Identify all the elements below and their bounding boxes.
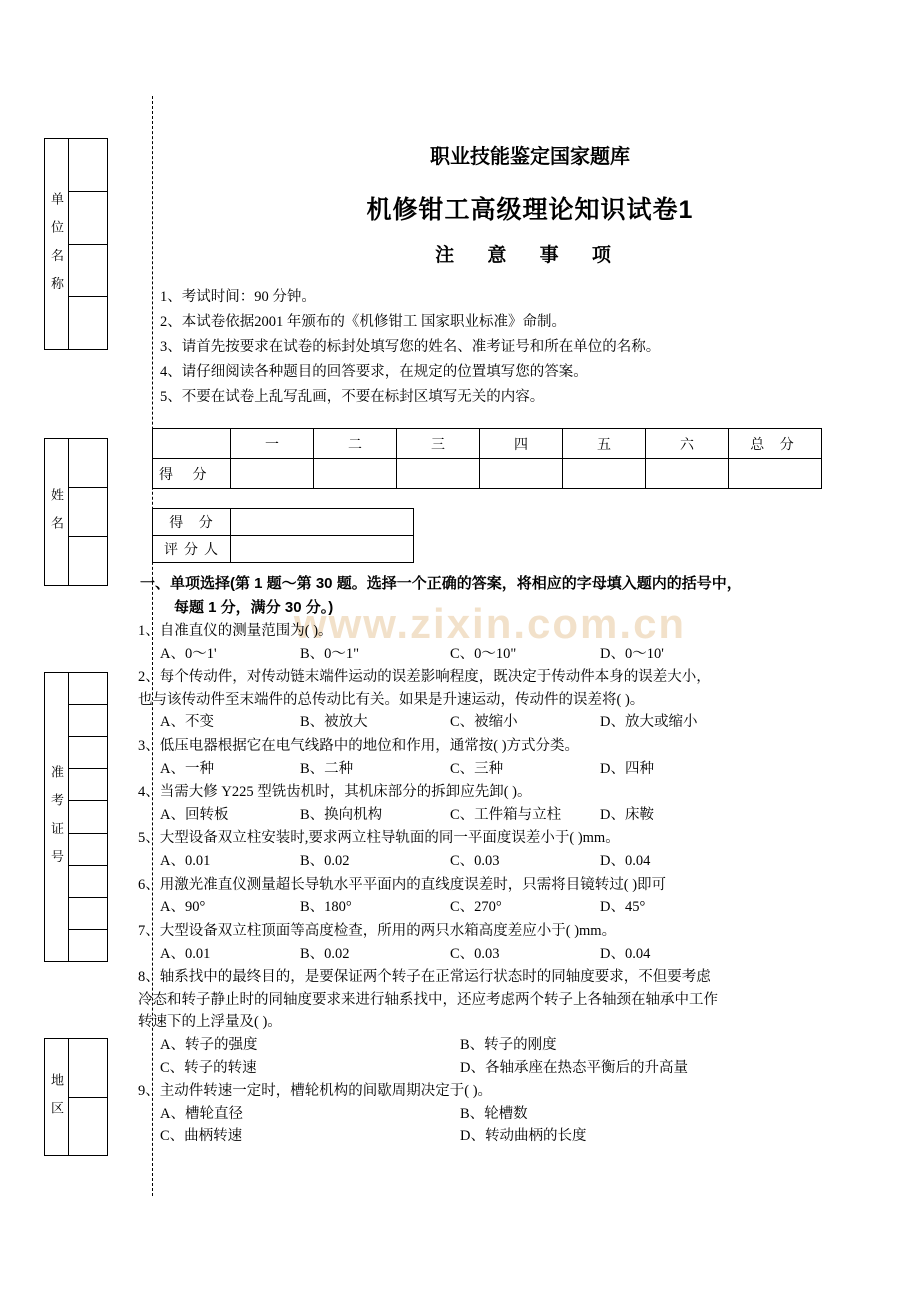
option-b[interactable]: B、180° bbox=[300, 899, 352, 916]
side-box-exam-number-label: 准 考 证 号 bbox=[45, 673, 69, 961]
option-b[interactable]: B、转子的刚度 bbox=[460, 1036, 557, 1053]
option-c[interactable]: C、转子的转速 bbox=[160, 1059, 257, 1076]
cell[interactable] bbox=[69, 930, 107, 961]
question-stem-cont: 冷态和转子静止时的同轴度要求来进行轴系找中，还应考虑两个转子上各轴颈在轴承中工作 bbox=[138, 991, 718, 1008]
score-cell[interactable] bbox=[563, 459, 646, 489]
question-item bbox=[138, 1080, 920, 1148]
side-box-candidate-name bbox=[44, 438, 108, 586]
side-box-unit-name bbox=[44, 138, 108, 350]
side-box-region-cells[interactable] bbox=[69, 1039, 107, 1155]
option-b[interactable]: B、二种 bbox=[300, 760, 354, 777]
score-cell[interactable] bbox=[231, 459, 314, 489]
option-a[interactable]: A、0.01 bbox=[160, 945, 211, 962]
option-d[interactable]: D、四种 bbox=[600, 760, 654, 777]
option-c[interactable]: C、被缩小 bbox=[450, 714, 518, 731]
option-b[interactable]: B、换向机构 bbox=[300, 806, 383, 823]
question-item bbox=[138, 874, 920, 919]
cell[interactable] bbox=[69, 705, 107, 737]
option-a[interactable]: A、不变 bbox=[160, 714, 214, 731]
side-box-unit-name-cells[interactable] bbox=[69, 139, 107, 349]
side-box-exam-number-cells[interactable] bbox=[69, 673, 107, 961]
question-stem-cont: 也与该传动件至末端件的总传动比有关。如果是升速运动，传动件的误差将( )。 bbox=[138, 691, 645, 708]
option-a[interactable]: A、槽轮直径 bbox=[160, 1105, 243, 1122]
option-b[interactable]: B、0.02 bbox=[300, 853, 350, 870]
option-row bbox=[138, 758, 920, 781]
section-heading-line2: 每题 1 分，满分 30 分。) bbox=[174, 599, 334, 617]
notice-list bbox=[160, 285, 900, 410]
question-stem: 3、低压电器根据它在电气线路中的地位和作用，通常按( )方式分类。 bbox=[138, 738, 580, 755]
question-stem: 9、主动件转速一定时，槽轮机构的间歇周期决定于( )。 bbox=[138, 1083, 493, 1100]
option-row bbox=[138, 1103, 920, 1126]
option-d[interactable]: D、转动曲柄的长度 bbox=[460, 1128, 587, 1145]
organization-title: 职业技能鉴定国家题库 bbox=[430, 146, 630, 168]
cell[interactable] bbox=[69, 866, 107, 898]
side-box-unit-name-label: 单 位 名 称 bbox=[45, 139, 69, 349]
option-c[interactable]: C、270° bbox=[450, 899, 502, 916]
column-header: 六 bbox=[646, 429, 729, 459]
cell[interactable] bbox=[69, 245, 107, 298]
score-cell[interactable] bbox=[397, 459, 480, 489]
score-cell[interactable] bbox=[646, 459, 729, 489]
cell[interactable] bbox=[69, 801, 107, 833]
cell[interactable] bbox=[69, 297, 107, 349]
side-box-exam-number bbox=[44, 672, 108, 962]
option-d[interactable]: D、各轴承座在热态平衡后的升高量 bbox=[460, 1059, 688, 1076]
cell[interactable] bbox=[69, 769, 107, 801]
column-header: 五 bbox=[563, 429, 646, 459]
cell[interactable] bbox=[69, 673, 107, 705]
option-d[interactable]: D、0.04 bbox=[600, 945, 651, 962]
cell[interactable] bbox=[69, 1039, 107, 1098]
option-c[interactable]: C、0～10" bbox=[450, 645, 517, 662]
column-header: 四 bbox=[480, 429, 563, 459]
notice-item: 4、请仔细阅读各种题目的回答要求，在规定的位置填写您的答案。 bbox=[160, 363, 588, 380]
option-d[interactable]: D、0.04 bbox=[600, 853, 651, 870]
side-box-region-label: 地 区 bbox=[45, 1039, 69, 1155]
option-b[interactable]: B、被放大 bbox=[300, 714, 368, 731]
notice-title: 注 意 事 项 bbox=[435, 245, 625, 266]
option-d[interactable]: D、45° bbox=[600, 899, 646, 916]
option-a[interactable]: A、0～1' bbox=[160, 645, 217, 662]
side-box-region bbox=[44, 1038, 108, 1156]
cell[interactable] bbox=[69, 1098, 107, 1156]
score-cell-total[interactable] bbox=[729, 459, 822, 489]
option-a[interactable]: A、0.01 bbox=[160, 853, 211, 870]
question-item bbox=[138, 920, 920, 965]
cell[interactable] bbox=[69, 737, 107, 769]
grader-name-label: 评分人 bbox=[153, 536, 231, 563]
table-row bbox=[153, 536, 414, 563]
option-c[interactable]: C、曲柄转速 bbox=[160, 1128, 243, 1145]
notice-item: 5、不要在试卷上乱写乱画，不要在标封区填写无关的内容。 bbox=[160, 388, 545, 405]
option-row bbox=[138, 711, 920, 734]
score-cell[interactable] bbox=[314, 459, 397, 489]
option-row bbox=[138, 1057, 920, 1080]
score-cell[interactable] bbox=[480, 459, 563, 489]
option-a[interactable]: A、回转板 bbox=[160, 806, 229, 823]
option-c[interactable]: C、三种 bbox=[450, 760, 504, 777]
table-row bbox=[153, 429, 822, 459]
notice-item: 3、请首先按要求在试卷的标封处填写您的姓名、准考证号和所在单位的名称。 bbox=[160, 338, 661, 355]
option-c[interactable]: C、0.03 bbox=[450, 945, 500, 962]
cell[interactable] bbox=[69, 537, 107, 585]
option-d[interactable]: D、床鞍 bbox=[600, 806, 654, 823]
option-row bbox=[138, 850, 920, 873]
side-box-candidate-name-label: 姓 名 bbox=[45, 439, 69, 585]
option-row bbox=[138, 643, 920, 666]
section-heading-line1: 一、单项选择(第 1 题～第 30 题。选择一个正确的答案，将相应的字母填入题内的括号中， bbox=[140, 575, 742, 592]
cell[interactable] bbox=[69, 139, 107, 192]
cell[interactable] bbox=[69, 439, 107, 488]
option-row bbox=[138, 804, 920, 827]
question-stem: 8、轴系找中的最终目的，是要保证两个转子在正常运行状态时的同轴度要求，不但要考虑 bbox=[138, 969, 711, 986]
cell[interactable] bbox=[69, 488, 107, 537]
question-item bbox=[138, 827, 920, 872]
score-row-label: 得 分 bbox=[153, 459, 231, 489]
question-stem: 7、大型设备双立柱顶面等高度检查，所用的两只水箱高度差应小于( )mm。 bbox=[138, 922, 617, 939]
cell[interactable] bbox=[69, 898, 107, 930]
option-b[interactable]: B、轮槽数 bbox=[460, 1105, 528, 1122]
question-item bbox=[138, 620, 920, 665]
option-row bbox=[138, 943, 920, 966]
score-table-corner bbox=[153, 429, 231, 459]
score-summary-table bbox=[152, 428, 822, 489]
notice-item: 1、考试时间：90 分钟。 bbox=[160, 289, 316, 305]
cell[interactable] bbox=[69, 834, 107, 866]
column-header: 一 bbox=[231, 429, 314, 459]
option-a[interactable]: A、一种 bbox=[160, 760, 214, 777]
question-item bbox=[138, 966, 920, 1079]
grader-table bbox=[152, 508, 414, 563]
question-stem: 4、当需大修 Y225 型铣齿机时，其机床部分的拆卸应先卸( )。 bbox=[138, 784, 532, 801]
option-b[interactable]: B、0.02 bbox=[300, 945, 350, 962]
question-stem: 2、每个传动件，对传动链末端件运动的误差影响程度，既决定于传动件本身的误差大小， bbox=[138, 669, 711, 686]
question-stem: 5、大型设备双立柱安装时,要求两立柱导轨面的同一平面度误差小于( )mm。 bbox=[138, 830, 620, 847]
option-a[interactable]: A、转子的强度 bbox=[160, 1036, 258, 1053]
page-title: 机修钳工高级理论知识试卷1 bbox=[366, 196, 694, 224]
option-c[interactable]: C、工件箱与立柱 bbox=[450, 806, 562, 823]
option-row bbox=[138, 896, 920, 919]
option-row bbox=[138, 1034, 920, 1057]
option-row bbox=[138, 1125, 920, 1148]
question-stem: 1、自准直仪的测量范围为( )。 bbox=[138, 623, 333, 639]
notice-item: 2、本试卷依据2001 年颁布的《机修钳工 国家职业标准》命制。 bbox=[160, 313, 566, 330]
question-item bbox=[138, 666, 920, 734]
option-c[interactable]: C、0.03 bbox=[450, 853, 500, 870]
grader-score-value[interactable] bbox=[231, 509, 414, 536]
question-list bbox=[138, 620, 920, 1149]
table-row bbox=[153, 459, 822, 489]
grader-score-label: 得 分 bbox=[153, 509, 231, 536]
option-d[interactable]: D、0～10' bbox=[600, 645, 664, 662]
table-row bbox=[153, 509, 414, 536]
question-item bbox=[138, 781, 920, 826]
column-header: 二 bbox=[314, 429, 397, 459]
side-box-candidate-name-cells[interactable] bbox=[69, 439, 107, 585]
cell[interactable] bbox=[69, 192, 107, 245]
grader-name-value[interactable] bbox=[231, 536, 414, 563]
question-stem: 6、用激光准直仪测量超长导轨水平平面内的直线度误差时，只需将目镜转过( )即可 bbox=[138, 876, 667, 893]
option-b[interactable]: B、0～1" bbox=[300, 645, 360, 662]
section-heading bbox=[140, 572, 910, 621]
watermark: www.zixin.com.cn bbox=[293, 600, 687, 647]
option-a[interactable]: A、90° bbox=[160, 899, 206, 916]
question-stem-cont2: 转速下的上浮量及( )。 bbox=[138, 1014, 282, 1031]
question-item bbox=[138, 735, 920, 780]
option-d[interactable]: D、放大或缩小 bbox=[600, 714, 698, 731]
column-header: 三 bbox=[397, 429, 480, 459]
column-header-total: 总 分 bbox=[729, 429, 822, 459]
